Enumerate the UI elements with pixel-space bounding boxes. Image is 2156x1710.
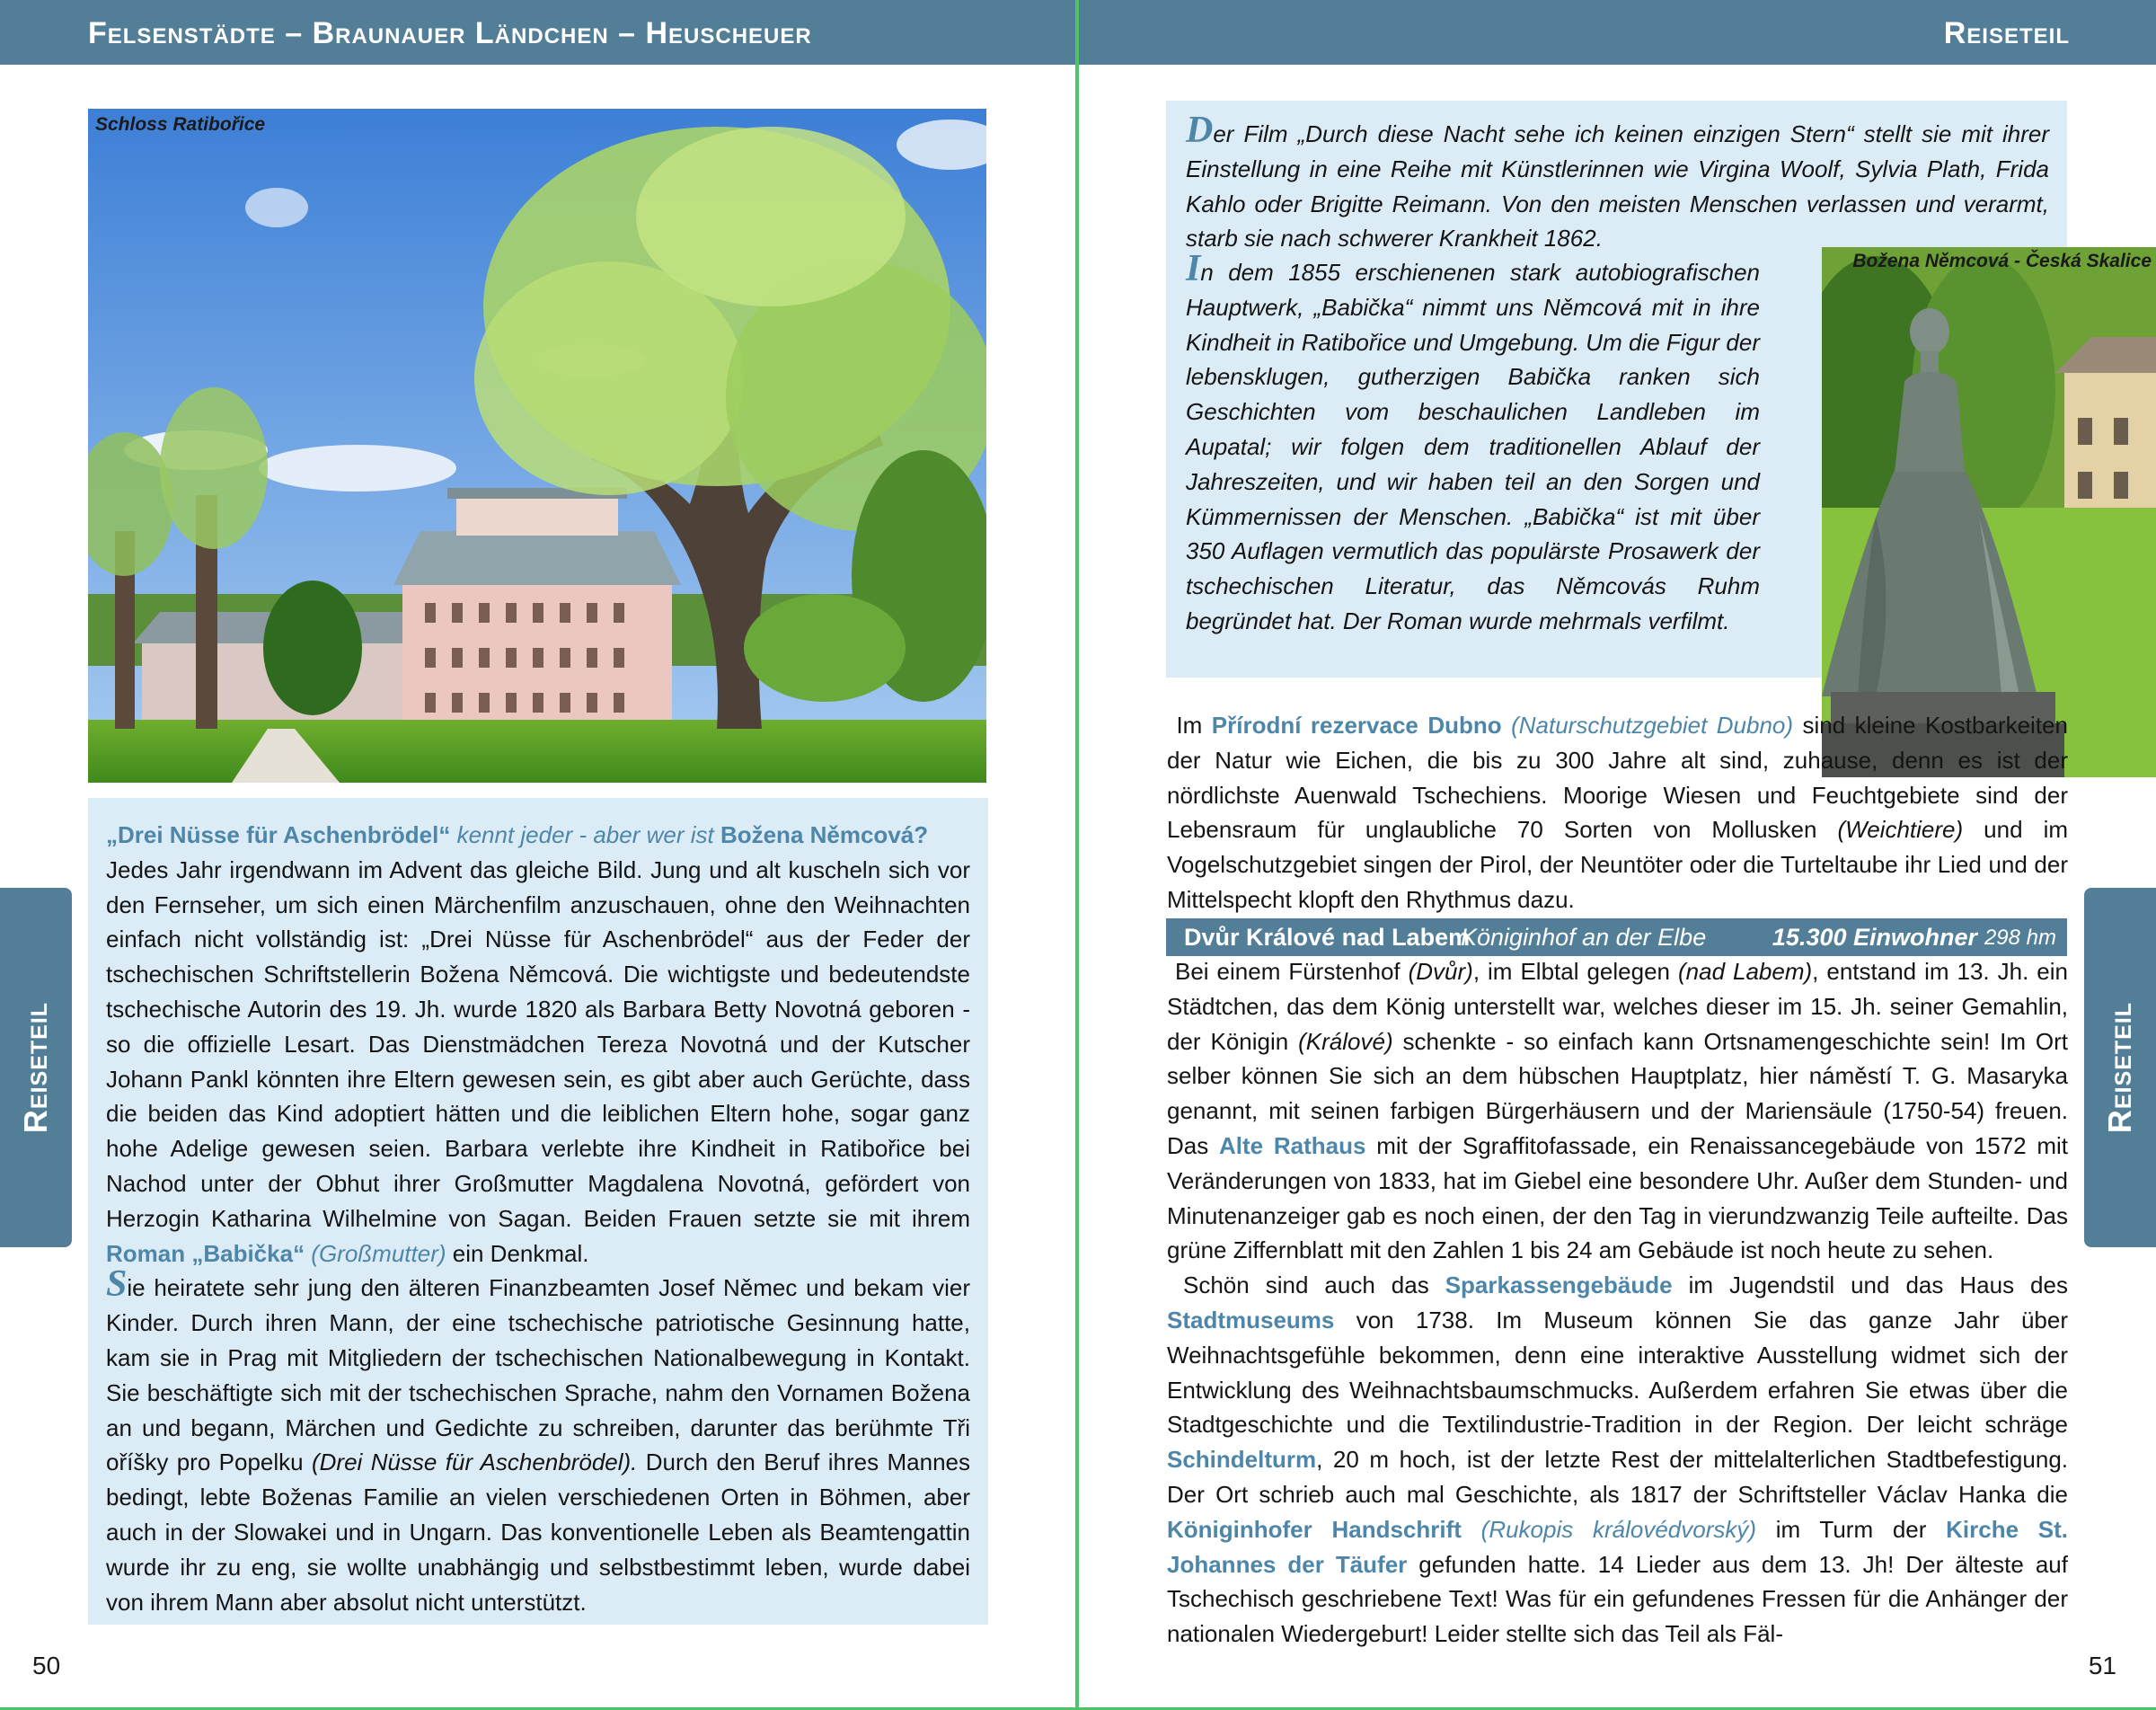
right-page <box>1079 0 2156 1710</box>
kirche-link: Kirche St. Johannes der Täufer <box>1167 1515 2068 1578</box>
intro-title-highlight: „Drei Nüsse für Aschenbrödel“ <box>106 821 451 848</box>
nemcova-info-box <box>88 798 988 1625</box>
roman-babicka-link: Roman „Babička“ <box>106 1239 305 1267</box>
right-page-number: 51 <box>2088 1652 2116 1679</box>
babicka-text <box>1186 248 1760 639</box>
stadtmuseum-link: Stadtmuseums <box>1167 1306 1335 1333</box>
town-name: Dvůr Králové nad Labem <box>1184 924 1471 951</box>
dubno-link-german: (Naturschutzgebiet Dubno) <box>1501 712 1794 739</box>
town-altitude: 298 hm <box>1984 926 2056 950</box>
dvur-para-1 <box>1167 954 2068 1268</box>
left-page-number: 50 <box>32 1652 61 1679</box>
schloss-ratiborice-photo <box>88 109 986 783</box>
dvur-t2-it: (nad Labem) <box>1677 958 1813 985</box>
right-side-tab <box>2084 888 2156 1247</box>
right-side-tab-label: Reiseteil <box>2101 1001 2138 1134</box>
para2-text-b: Durch den Beruf ihres Mannes bedingt, lebte Boženas Familie an vielen verschiedenen Orten in Böhmen, aber auch in der Slowakei und in Ungarn. Das konventionelle Leben als Beamtengattin wurde ihr zu eng, sie wollte unabhängig und selbstbestimmt leben, wurde dabei von ihrem Mann aber absolut nicht unterstützt. <box>106 1449 970 1616</box>
koeniginhofer-handschrift-link: Königinhofer Handschrift <box>1167 1515 1462 1543</box>
left-header-bar <box>0 0 1075 65</box>
babicka-col-text: n dem 1855 erschienenen stark autobiografischen Hauptwerk, „Babička“ nimmt uns Němcová mit in ihre Kindheit in Ratibořice und Umgebung. Um die Figur der lebensklugen, gutherzigen Babička ranken sich Geschichten vom beschaulichen Landleben im Aupatal; wir folgen dem traditionellen Ablauf der Jahreszeiten, und wir haben teil an den Sorgen und Kümmernissen der Menschen. „Babička“ ist mit über 350 Auflagen vermutlich das populärste Prosawerk der tschechischen Literatur, das Němcovás Ruhm begründet hat. Der Roman wurde mehrmals verfilmt. <box>1186 259 1760 634</box>
dvur-para-2 <box>1167 1268 2068 1652</box>
left-page <box>0 0 1075 1710</box>
dubno-link: Přírodní rezervace Dubno <box>1211 712 1502 739</box>
para1-end: ein Denkmal. <box>446 1239 589 1267</box>
para1-text: Jedes Jahr irgendwann im Advent das gleiche Bild. Jung und alt kuscheln sich vor den Fernseher, um sich einen Märchenfilm anzuschauen, ohne den Weihnachten einfach nicht vollständig ist: „Drei Nüsse für Aschenbrödel“ aus der Feder der tschechischen Schriftstellerin Božena Němcová. Die wichtigste und bedeutendste tschechische Autorin des 19. Jh. wurde 1820 als Barbara Betty Novotná geboren - so die offizielle Lesart. Das Dienstmädchen Tereza Novotná und der Kutscher Johann Pankl könnten ihre Eltern gewesen sein, es gibt aber auch Gerüchte, dass die beiden das Kind adoptiert hätten und die leiblichen Eltern hohe, sogar ganz hohe Adelige gewesen seien. Barbara verlebte ihre Kindheit in Ratibořice bei Nachod unter der Obhut ihrer Großmutter Magdalena Novotná, gefördert von Herzogin Katharina Wilhelmine von Sagan. Beiden Frauen setzte sie mit ihrem <box>106 855 970 1232</box>
dvur-t1: Bei einem Fürstenhof <box>1174 958 1409 985</box>
left-header-title: Felsenstädte – Braunauer Ländchen – Heuscheuer <box>88 16 812 50</box>
film-info-box <box>1166 101 2152 678</box>
dvur-t1-it: (Dvůr) <box>1408 958 1473 985</box>
left-side-tab-label: Reiseteil <box>17 1001 54 1134</box>
rukopis-note: (Rukopis královédvorský) <box>1461 1515 1757 1543</box>
intro-name-highlight: Božena Němcová? <box>720 821 929 848</box>
dvur-t4: schenkte - so einfach kann Ortsnamengeschichte sein! Im Ort selber können Sie sich an dem hübschen Hauptplatz, hier náměstí T. G. Masaryka genannt, mit seinen farbigen Bürgerhäusern und der Mariensäule (1750-54) freuen. Das <box>1167 1027 2068 1159</box>
film-dropcap: D <box>1186 110 1214 151</box>
nemcova-statue-photo <box>1822 247 2156 777</box>
dvur-kralove-text <box>1167 954 2068 1652</box>
dubno-text-b: sind kleine Kostbarkeiten der Natur wie Eichen, die bis zu 300 Jahre alt sind, zuhause, denn es ist der nördlichste Auenwald Tschechiens. Moorige Wiesen und Feuchtgebiete sind der Lebensraum für unglaubliche 70 Sorten von Mollusken <box>1167 712 2068 844</box>
film-box-top-text <box>1186 110 2049 256</box>
dvur-p2a: Schön sind auch das <box>1183 1271 1445 1299</box>
dubno-text-a: Im <box>1176 712 1212 739</box>
dvur-p2b: im Jugendstil und das Haus des <box>1672 1271 2068 1299</box>
dvur-p2d: , 20 m hoch, ist der letzte Rest der mittelalterlichen Stadtbefestigung. Der Ort schrieb auch mal Geschichte, als 1817 der Schriftsteller Václav Hanka die <box>1167 1446 2068 1508</box>
left-side-tab <box>0 888 72 1247</box>
town-info-bar <box>1166 918 2067 956</box>
sparkassengebaeude-link: Sparkassengebäude <box>1445 1271 1673 1299</box>
dvur-p2c: von 1738. Im Museum können Sie das ganze Jahr über Weihnachtsgefühle bekommen, denn eine interaktive Ausstellung widmet sich der Entwicklung des Weihnachtsbaumschmucks. Außerdem erfahren Sie etwas über die Stadtgeschichte und die Textilindustrie-Tradition in der Region. Der leicht schräge <box>1167 1306 2068 1439</box>
schloss-photo-caption: Schloss Ratibořice <box>95 114 266 135</box>
dubno-paragraph <box>1167 708 2068 917</box>
dubno-italic: (Weichtiere) <box>1837 816 1964 844</box>
dvur-t2: , im Elbtal gelegen <box>1472 958 1678 985</box>
intro-question: kennt jeder - aber wer ist <box>450 821 720 848</box>
dvur-t3: , entstand im 13. Jh. ein Städtchen, das dem König unterstellt war, welches dieser im 15. Jh. seiner Gemahlin, der Königin <box>1167 958 2068 1055</box>
schindelturm-link: Schindelturm <box>1167 1446 1317 1474</box>
dvur-t5: mit der Sgraffitofassade, ein Renaissancegebäude von 1572 mit Veränderungen von 1833, hat im Giebel eine besondere Uhr. Außer dem Stunden- und Minutenanzeiger gab es noch einen, der den Tag in vierundzwanzig Teile aufteilte. Das grüne Ziffernblatt mit den Zahlen 1 bis 24 am Gebäude ist noch heute zu sehen. <box>1167 1131 2068 1264</box>
right-header-title: Reiseteil <box>1943 16 2070 50</box>
nemcova-box-text <box>106 818 970 1619</box>
dvur-p2f: gefunden hatte. 14 Lieder aus dem 13. Jh! Der älteste auf Tschechisch geschriebene Text! Was für ein gefundenes Fressen für die Anhänger der nationalen Wiedergeburt! Leider stellte sich das Teil als Fäl- <box>1167 1550 2068 1648</box>
dvur-p2e: im Turm der <box>1756 1515 1947 1543</box>
babicka-dropcap: I <box>1186 248 1201 289</box>
nemcova-para-2 <box>106 1263 970 1619</box>
nemcova-para-1 <box>106 818 970 1271</box>
statue-photo-caption: Božena Němcová - Česká Skalice <box>1852 251 2152 271</box>
para2-text-a: ie heiratete sehr jung den älteren Finanzbeamten Josef Němec und bekam vier Kinder. Durch ihren Mann, der eine tschechische patriotische Gesinnung hatte, kam sie in Prag mit Mitgliedern der tschechischen Nationalbewegung in Kontakt. Sie beschäftigte sich mit der tschechischen Sprache, nahm den Vornamen Božena an und begann, Märchen und Gedichte zu schreiben, darunter das berühmte Tři oříšky pro Popelku <box>106 1274 970 1476</box>
para2-italic: (Drei Nüsse für Aschenbrödel). <box>312 1449 638 1476</box>
town-population: 15.300 Einwohner <box>1772 924 1977 951</box>
dvur-t3-it: (Králové) <box>1298 1027 1393 1055</box>
grossmutter-note: (Großmutter) <box>305 1239 446 1267</box>
town-german-name: Königinhof an der Elbe <box>1461 924 1707 951</box>
para2-dropcap: S <box>106 1263 128 1306</box>
alte-rathaus-link: Alte Rathaus <box>1219 1131 1366 1159</box>
film-text: er Film „Durch diese Nacht sehe ich keinen einzigen Stern“ stellt sie mit ihrer Einstellung in eine Reihe mit Künstlerinnen wie Virgina Woolf, Sylvia Plath, Frida Kahlo oder Brigitte Reimann. Von den meisten Menschen verlassen und verarmt, starb sie nach schwerer Krankheit 1862. <box>1186 120 2049 253</box>
dubno-text-c: und im Vogelschutzgebiet singen der Pirol, der Neuntöter oder die Turteltaube ihr Lied und der Mittelspecht klopft den Rhythmus dazu. <box>1167 816 2068 913</box>
right-header-bar <box>1079 0 2156 65</box>
